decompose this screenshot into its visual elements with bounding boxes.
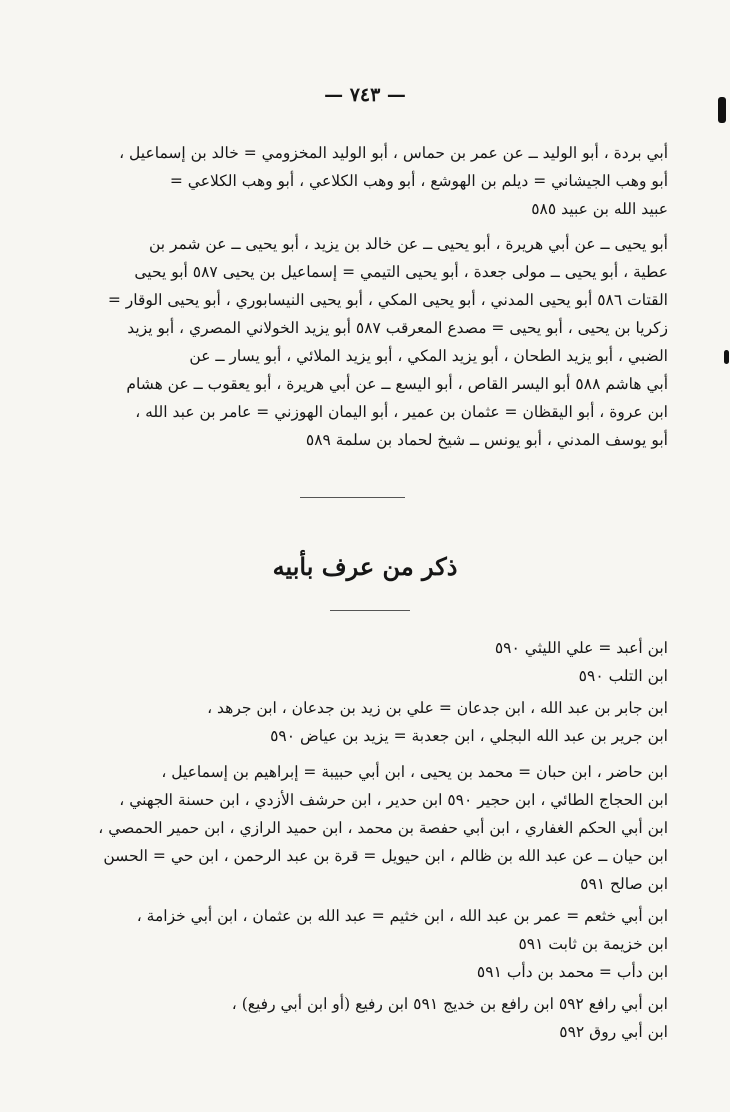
text-line: ابن خزيمة بن ثابت ٥٩١ bbox=[518, 935, 668, 953]
text-line: أبو يحيى ــ عن أبي هريرة ، أبو يحيى ــ عن خالد بن يزيد ، أبو يحيى ــ عن شمر بن bbox=[148, 235, 668, 253]
paragraph-kha-dal bbox=[62, 902, 668, 986]
text-line: ابن أبي رافع ٥٩٢ ابن رافع بن خديج ٥٩١ ابن رفيع (أو ابن أبي رفيع) ، bbox=[231, 995, 668, 1013]
paragraph-abu-waleed bbox=[62, 139, 668, 223]
margin-mark-small bbox=[724, 350, 729, 364]
text-line: ابن جرير بن عبد الله البجلي ، ابن جعدبة = يزيد بن عياض ٥٩٠ bbox=[270, 727, 668, 745]
paragraph-abu-yahya bbox=[62, 230, 668, 454]
text-line: الضبي ، أبو يزيد الطحان ، أبو يزيد المكي ، أبو يزيد الملائي ، أبو يسار ــ عن bbox=[189, 347, 668, 365]
paragraph-ra bbox=[62, 990, 668, 1046]
text-line: ابن التلب ٥٩٠ bbox=[578, 667, 668, 685]
heading-underline bbox=[330, 610, 410, 611]
text-line: أبو وهب الجيشاني = ديلم بن الهوشع ، أبو وهب الكلاعي ، أبو وهب الكلاعي = bbox=[169, 172, 668, 190]
text-line: أبي بردة ، أبو الوليد ــ عن عمر بن حماس ، أبو الوليد المخزومي = خالد بن إسماعيل ، bbox=[119, 144, 668, 162]
paragraph-alif-ta bbox=[62, 634, 668, 690]
page-number: — ٧٤٣ — bbox=[324, 84, 406, 106]
text-line: ابن صالح ٥٩١ bbox=[580, 875, 668, 893]
section-heading: ذكر من عرف بأبيه bbox=[272, 552, 458, 581]
paragraph-jeem bbox=[62, 694, 668, 750]
text-line: ابن جابر بن عبد الله ، ابن جدعان = علي بن زيد بن جدعان ، ابن جرهد ، bbox=[207, 699, 668, 717]
text-line: ابن أبي روق ٥٩٢ bbox=[559, 1023, 668, 1041]
text-line: القتات ٥٨٦ أبو يحيى المدني ، أبو يحيى المكي ، أبو يحيى النيسابوري ، أبو يحيى الوقار = bbox=[107, 291, 668, 309]
text-line: ابن عروة ، أبو اليقظان = عثمان بن عمير ، أبو اليمان الهوزني = عامر بن عبد الله ، bbox=[135, 403, 668, 421]
text-line: زكريا بن يحيى ، أبو يحيى = مصدع المعرقب ٥٨٧ أبو يزيد الخولاني المصري ، أبو يزيد bbox=[127, 319, 668, 337]
text-line: أبو يوسف المدني ، أبو يونس ــ شيخ لحماد بن سلمة ٥٨٩ bbox=[305, 431, 668, 449]
text-line: عبيد الله بن عبيد ٥٨٥ bbox=[531, 200, 668, 218]
margin-mark bbox=[718, 97, 726, 123]
text-line: ابن أبي خثعم = عمر بن عبد الله ، ابن خثيم = عبد الله بن عثمان ، ابن أبي خزامة ، bbox=[136, 907, 668, 925]
text-line: ابن حاضر ، ابن حبان = محمد بن يحيى ، ابن أبي حبيبة = إبراهيم بن إسماعيل ، bbox=[161, 763, 668, 781]
text-line: ابن أبي الحكم الغفاري ، ابن أبي حفصة بن محمد ، ابن حميد الرازي ، ابن حمير الحمصي ، bbox=[98, 819, 668, 837]
text-line: ابن حيان ــ عن عبد الله بن ظالم ، ابن حيويل = قرة بن عبد الرحمن ، ابن حي = الحسن bbox=[103, 847, 668, 865]
text-line: أبي هاشم ٥٨٨ أبو اليسر القاص ، أبو اليسع ــ عن أبي هريرة ، أبو يعقوب ــ عن هشام bbox=[126, 375, 668, 393]
section-divider bbox=[300, 497, 405, 498]
paragraph-ha bbox=[62, 758, 668, 898]
text-line: ابن الحجاج الطائي ، ابن حجير ٥٩٠ ابن حدير ، ابن حرشف الأزدي ، ابن حسنة الجهني ، bbox=[119, 791, 668, 809]
text-line: ابن أعبد = علي الليثي ٥٩٠ bbox=[494, 639, 668, 657]
text-line: عطية ، أبو يحيى ــ مولى جعدة ، أبو يحيى التيمي = إسماعيل بن يحيى ٥٨٧ أبو يحيى bbox=[134, 263, 668, 281]
text-line: ابن دأب = محمد بن دأب ٥٩١ bbox=[476, 963, 668, 981]
